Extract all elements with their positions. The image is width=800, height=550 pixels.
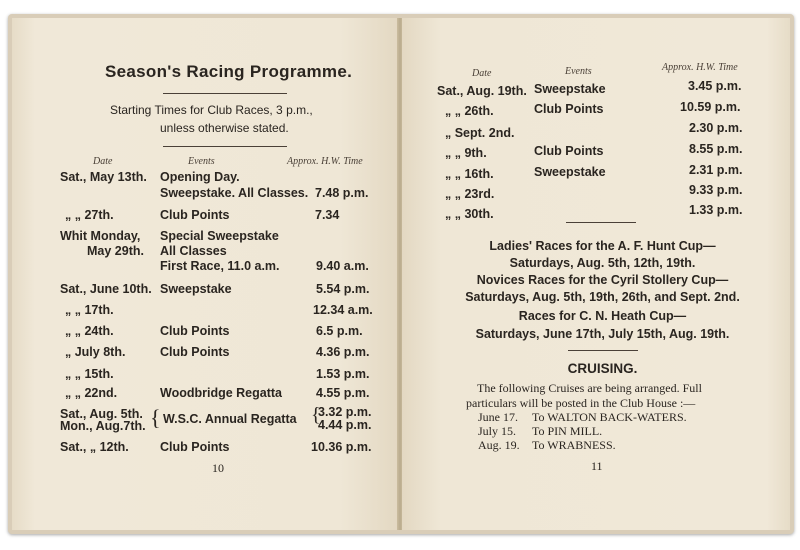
time-brace: { bbox=[311, 404, 321, 426]
left-row-event: W.S.C. Annual Regatta bbox=[163, 412, 297, 426]
cruise-destination: To WRABNESS. bbox=[532, 438, 616, 452]
left-row-time: 4.44 p.m. bbox=[318, 418, 372, 432]
page-number-right: 11 bbox=[591, 459, 603, 473]
left-row-date: „ „ 27th. bbox=[65, 208, 114, 222]
left-row-event: Special Sweepstake bbox=[160, 229, 279, 243]
left-row-event: Woodbridge Regatta bbox=[160, 386, 282, 400]
left-row-time: 6.5 p.m. bbox=[316, 324, 363, 338]
section-rule bbox=[566, 222, 636, 223]
left-row-event: All Classes bbox=[160, 244, 227, 258]
left-row-time: 12.34 a.m. bbox=[313, 303, 373, 317]
cruising-text: particulars will be posted in the Club House :— bbox=[466, 396, 696, 410]
left-row-time: 7.34 bbox=[315, 208, 340, 222]
cruise-destination: To PIN MILL. bbox=[532, 424, 603, 438]
cruise-date: June 17. bbox=[478, 410, 518, 424]
right-row-time: 2.31 p.m. bbox=[689, 163, 743, 177]
header-events: Events bbox=[565, 66, 592, 77]
right-row-time: 2.30 p.m. bbox=[689, 121, 743, 135]
header-date: Date bbox=[472, 68, 492, 79]
left-row-date: Sat., May 13th. bbox=[60, 170, 147, 184]
header-date: Date bbox=[93, 156, 113, 167]
cup-line: Saturdays, Aug. 5th, 19th, 26th, and Sept. 2nd. bbox=[465, 290, 740, 304]
page-title: Season's Racing Programme. bbox=[105, 62, 353, 81]
left-row-date: Sat., Aug. 5th. bbox=[60, 407, 143, 421]
cruising-title: CRUISING. bbox=[567, 361, 638, 376]
cruise-destination: To WALTON BACK-WATERS. bbox=[532, 410, 687, 424]
left-row-date: „ „ 22nd. bbox=[65, 386, 118, 400]
left-row-event: Club Points bbox=[160, 324, 230, 338]
left-row-event: Opening Day. bbox=[160, 170, 240, 184]
left-row-date: May 29th. bbox=[87, 244, 144, 258]
right-row-time: 9.33 p.m. bbox=[689, 183, 743, 197]
right-row-event: Sweepstake bbox=[534, 82, 606, 96]
left-row-time: 10.36 p.m. bbox=[311, 440, 372, 454]
cup-line: Novices Races for the Cyril Stollery Cup— bbox=[476, 273, 729, 287]
left-row-event: Club Points bbox=[160, 345, 230, 359]
left-row-date: „ „ 15th. bbox=[65, 367, 114, 381]
header-events: Events bbox=[188, 156, 215, 167]
left-row-event: Sweepstake bbox=[160, 282, 232, 296]
left-row-event: Club Points bbox=[160, 208, 230, 222]
left-row-date: Sat., June 10th. bbox=[60, 282, 152, 296]
left-row-time: 9.40 a.m. bbox=[316, 259, 369, 273]
left-row-event: Club Points bbox=[160, 440, 230, 454]
right-row-time: 10.59 p.m. bbox=[680, 100, 741, 114]
left-row-date: Sat., „ 12th. bbox=[60, 440, 129, 454]
title-rule bbox=[163, 93, 287, 94]
cup-line: Saturdays, June 17th, July 15th, Aug. 19th. bbox=[475, 327, 730, 341]
subtitle-line-1: Starting Times for Club Races, 3 p.m., bbox=[110, 103, 313, 117]
right-row-time: 8.55 p.m. bbox=[689, 142, 743, 156]
right-row-event: Club Points bbox=[534, 102, 604, 116]
left-row-event: Sweepstake. All Classes. bbox=[160, 186, 309, 200]
cup-line: Ladies' Races for the A. F. Hunt Cup— bbox=[489, 239, 716, 253]
right-row-time: 1.33 p.m. bbox=[689, 203, 743, 217]
left-row-time: 1.53 p.m. bbox=[316, 367, 370, 381]
right-row-date: „ „ 9th. bbox=[445, 146, 487, 160]
left-brace: { bbox=[150, 405, 161, 430]
right-row-time: 3.45 p.m. bbox=[688, 79, 742, 93]
right-row-event: Club Points bbox=[534, 144, 604, 158]
right-row-date: „ Sept. 2nd. bbox=[445, 126, 515, 140]
section-rule bbox=[568, 350, 638, 351]
left-row-event: First Race, 11.0 a.m. bbox=[160, 259, 280, 273]
left-row-time: 4.55 p.m. bbox=[316, 386, 370, 400]
left-row-time: 5.54 p.m. bbox=[316, 282, 370, 296]
left-row-time: 7.48 p.m. bbox=[315, 186, 369, 200]
left-row-date: Mon., Aug.7th. bbox=[60, 419, 146, 433]
cruising-text: The following Cruises are being arranged. Full bbox=[477, 381, 702, 395]
cup-line: Races for C. N. Heath Cup— bbox=[518, 309, 687, 323]
right-row-event: Sweepstake bbox=[534, 165, 606, 179]
cup-line: Saturdays, Aug. 5th, 12th, 19th. bbox=[509, 256, 696, 270]
header-time: Approx. H.W. Time bbox=[662, 62, 738, 73]
left-row-date: „ „ 17th. bbox=[65, 303, 114, 317]
right-row-date: „ „ 26th. bbox=[445, 104, 494, 118]
left-row-date: „ July 8th. bbox=[65, 345, 126, 359]
cruise-date: Aug. 19. bbox=[478, 438, 520, 452]
right-row-date: „ „ 16th. bbox=[445, 167, 494, 181]
right-row-date: Sat., Aug. 19th. bbox=[437, 84, 527, 98]
left-row-time: 4.36 p.m. bbox=[316, 345, 370, 359]
left-row-date: „ „ 24th. bbox=[65, 324, 114, 338]
subtitle-line-2: unless otherwise stated. bbox=[160, 121, 289, 135]
header-time: Approx. H.W. Time bbox=[287, 156, 363, 167]
left-row-time: 3.32 p.m. bbox=[318, 405, 372, 419]
right-row-date: „ „ 23rd. bbox=[445, 187, 495, 201]
page-number-left: 10 bbox=[212, 461, 224, 475]
cruise-date: July 15. bbox=[478, 424, 517, 438]
subtitle-rule bbox=[163, 146, 287, 147]
right-row-date: „ „ 30th. bbox=[445, 207, 494, 221]
left-row-date: Whit Monday, bbox=[60, 229, 141, 243]
